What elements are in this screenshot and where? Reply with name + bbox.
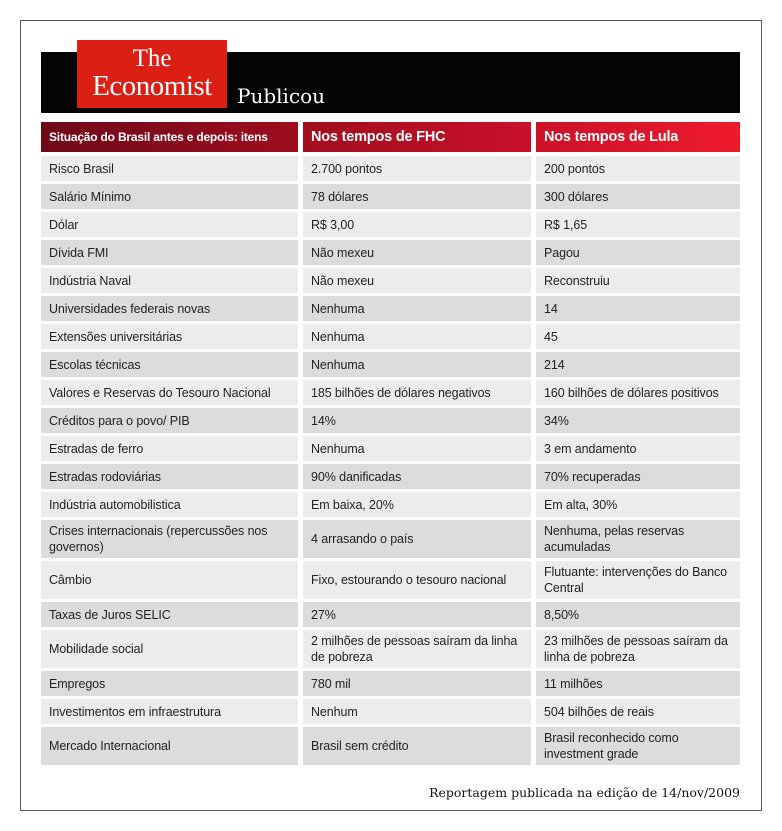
table-row (41, 268, 740, 293)
lula-cell: Reconstruiu (536, 268, 740, 293)
lula-cell: 160 bilhões de dólares positivos (536, 380, 740, 405)
fhc-cell: Não mexeu (303, 240, 531, 265)
fhc-cell: 2 milhões de pessoas saíram da linha de pobreza (303, 630, 531, 668)
published-label: Publicou (237, 84, 326, 108)
table-row (41, 602, 740, 627)
table-row (41, 380, 740, 405)
table-row (41, 324, 740, 349)
item-cell: Câmbio (41, 561, 298, 599)
fhc-cell: Nenhuma (303, 352, 531, 377)
item-cell: Valores e Reservas do Tesouro Nacional (41, 380, 298, 405)
item-cell: Mercado Internacional (41, 727, 298, 765)
lula-cell: Pagou (536, 240, 740, 265)
lula-cell: 504 bilhões de reais (536, 699, 740, 724)
fhc-cell: Nenhuma (303, 296, 531, 321)
table-row (41, 352, 740, 377)
comparison-table (41, 122, 740, 765)
lula-cell: 11 milhões (536, 671, 740, 696)
table-row (41, 630, 740, 668)
footer-note: Reportagem publicada na edição de 14/nov/2009 (429, 785, 740, 800)
lula-cell: Flutuante: intervenções do Banco Central (536, 561, 740, 599)
item-cell: Estradas rodoviárias (41, 464, 298, 489)
item-cell: Créditos para o povo/ PIB (41, 408, 298, 433)
fhc-cell: Fixo, estourando o tesouro nacional (303, 561, 531, 599)
item-cell: Indústria automobilistica (41, 492, 298, 517)
table-row (41, 727, 740, 765)
fhc-cell: Nenhuma (303, 324, 531, 349)
lula-cell: 70% recuperadas (536, 464, 740, 489)
column-header-items: Situação do Brasil antes e depois: itens (41, 122, 298, 152)
fhc-cell: Em baixa, 20% (303, 492, 531, 517)
table-row (41, 464, 740, 489)
fhc-cell: Brasil sem crédito (303, 727, 531, 765)
lula-cell: 14 (536, 296, 740, 321)
fhc-cell: Não mexeu (303, 268, 531, 293)
item-cell: Extensões universitárias (41, 324, 298, 349)
table-row (41, 436, 740, 461)
lula-cell: 3 em andamento (536, 436, 740, 461)
table-row (41, 156, 740, 181)
column-header-fhc: Nos tempos de FHC (303, 122, 531, 152)
table-row (41, 561, 740, 599)
economist-logo (77, 40, 227, 108)
table-row (41, 671, 740, 696)
table-row (41, 212, 740, 237)
fhc-cell: 4 arrasando o país (303, 520, 531, 558)
fhc-cell: 90% danificadas (303, 464, 531, 489)
item-cell: Dólar (41, 212, 298, 237)
lula-cell: Brasil reconhecido como investment grade (536, 727, 740, 765)
table-row (41, 408, 740, 433)
item-cell: Salário Mínimo (41, 184, 298, 209)
item-cell: Investimentos em infraestrutura (41, 699, 298, 724)
fhc-cell: 2.700 pontos (303, 156, 531, 181)
item-cell: Risco Brasil (41, 156, 298, 181)
fhc-cell: 780 mil (303, 671, 531, 696)
lula-cell: R$ 1,65 (536, 212, 740, 237)
lula-cell: 34% (536, 408, 740, 433)
fhc-cell: 27% (303, 602, 531, 627)
table-row (41, 699, 740, 724)
fhc-cell: 14% (303, 408, 531, 433)
item-cell: Dívida FMI (41, 240, 298, 265)
logo-text-economist: Economist (92, 69, 212, 102)
fhc-cell: Nenhuma (303, 436, 531, 461)
item-cell: Crises internacionais (repercussões nos governos) (41, 520, 298, 558)
lula-cell: 8,50% (536, 602, 740, 627)
item-cell: Mobilidade social (41, 630, 298, 668)
table-row (41, 296, 740, 321)
table-row (41, 240, 740, 265)
item-cell: Taxas de Juros SELIC (41, 602, 298, 627)
item-cell: Empregos (41, 671, 298, 696)
table-body (41, 156, 740, 765)
table-row (41, 492, 740, 517)
lula-cell: Nenhuma, pelas reservas acumuladas (536, 520, 740, 558)
item-cell: Universidades federais novas (41, 296, 298, 321)
lula-cell: 23 milhões de pessoas saíram da linha de pobreza (536, 630, 740, 668)
table-row (41, 520, 740, 558)
lula-cell: 200 pontos (536, 156, 740, 181)
fhc-cell: R$ 3,00 (303, 212, 531, 237)
lula-cell: 300 dólares (536, 184, 740, 209)
fhc-cell: 78 dólares (303, 184, 531, 209)
item-cell: Estradas de ferro (41, 436, 298, 461)
table-header-row (41, 122, 740, 152)
item-cell: Escolas técnicas (41, 352, 298, 377)
item-cell: Indústria Naval (41, 268, 298, 293)
lula-cell: Em alta, 30% (536, 492, 740, 517)
table-row (41, 184, 740, 209)
lula-cell: 45 (536, 324, 740, 349)
logo-text-the: The (132, 45, 172, 73)
fhc-cell: Nenhum (303, 699, 531, 724)
column-header-lula: Nos tempos de Lula (536, 122, 740, 152)
fhc-cell: 185 bilhões de dólares negativos (303, 380, 531, 405)
lula-cell: 214 (536, 352, 740, 377)
